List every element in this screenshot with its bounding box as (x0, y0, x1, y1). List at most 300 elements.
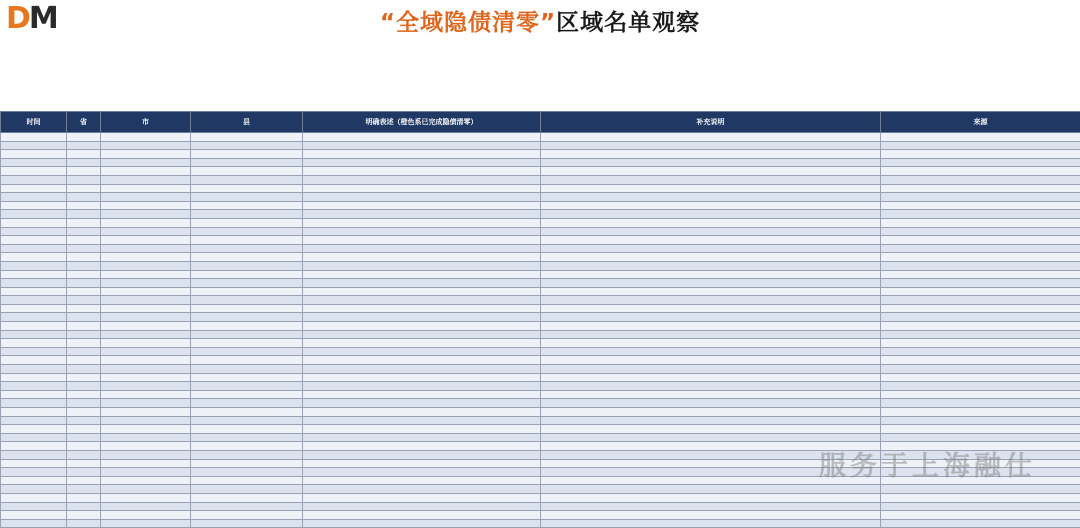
cell-city (101, 193, 191, 202)
cell-source (881, 184, 1080, 193)
cell-county (191, 382, 303, 391)
table-row (1, 339, 1080, 348)
cell-source (881, 158, 1080, 167)
cell-statement (303, 442, 541, 451)
cell-date (1, 416, 67, 425)
cell-province (67, 150, 101, 159)
table-row (1, 519, 1080, 528)
table-row (1, 304, 1080, 313)
cell-statement (303, 141, 541, 150)
cell-source (881, 347, 1080, 356)
cell-province (67, 167, 101, 176)
cell-county (191, 450, 303, 459)
cell-source (881, 313, 1080, 322)
cell-city (101, 227, 191, 236)
cell-province (67, 450, 101, 459)
cell-source (881, 193, 1080, 202)
cell-note (541, 210, 881, 219)
cell-county (191, 261, 303, 270)
table-row (1, 227, 1080, 236)
cell-statement (303, 502, 541, 511)
logo-letter-m: M (29, 4, 57, 34)
cell-county (191, 502, 303, 511)
table-row (1, 425, 1080, 434)
cell-statement (303, 261, 541, 270)
cell-city (101, 175, 191, 184)
cell-statement (303, 270, 541, 279)
cell-county (191, 227, 303, 236)
cell-note (541, 330, 881, 339)
cell-date (1, 347, 67, 356)
cell-note (541, 425, 881, 434)
cell-province (67, 304, 101, 313)
table-row (1, 167, 1080, 176)
cell-province (67, 408, 101, 417)
cell-statement (303, 468, 541, 477)
cell-statement (303, 433, 541, 442)
cell-county (191, 373, 303, 382)
cell-city (101, 236, 191, 245)
cell-city (101, 433, 191, 442)
cell-province (67, 459, 101, 468)
cell-source (881, 150, 1080, 159)
cell-statement (303, 244, 541, 253)
cell-city (101, 356, 191, 365)
cell-statement (303, 511, 541, 520)
cell-source (881, 287, 1080, 296)
cell-statement (303, 150, 541, 159)
cell-city (101, 330, 191, 339)
cell-statement (303, 158, 541, 167)
table-row (1, 365, 1080, 374)
cell-note (541, 270, 881, 279)
cell-county (191, 218, 303, 227)
table-row (1, 150, 1080, 159)
table-row (1, 416, 1080, 425)
cell-date (1, 279, 67, 288)
cell-city (101, 184, 191, 193)
cell-province (67, 511, 101, 520)
page-title (380, 4, 700, 37)
cell-county (191, 270, 303, 279)
cell-note (541, 167, 881, 176)
cell-province (67, 322, 101, 331)
cell-statement (303, 304, 541, 313)
cell-city (101, 442, 191, 451)
cell-date (1, 476, 67, 485)
cell-city (101, 244, 191, 253)
table-row (1, 322, 1080, 331)
logo-letter-d: D (6, 4, 29, 34)
cell-date (1, 425, 67, 434)
cell-note (541, 356, 881, 365)
cell-city (101, 167, 191, 176)
cell-note (541, 519, 881, 528)
cell-province (67, 218, 101, 227)
cell-date (1, 158, 67, 167)
cell-date (1, 218, 67, 227)
table-row (1, 184, 1080, 193)
cell-source (881, 356, 1080, 365)
cell-city (101, 304, 191, 313)
table-row (1, 433, 1080, 442)
cell-province (67, 330, 101, 339)
cell-city (101, 390, 191, 399)
cell-note (541, 322, 881, 331)
cell-source (881, 236, 1080, 245)
col-header-note: 补充说明 (541, 112, 881, 133)
page-title-quoted: “全域隐债清零” (380, 10, 556, 36)
table-row (1, 141, 1080, 150)
cell-source (881, 425, 1080, 434)
cell-statement (303, 322, 541, 331)
cell-note (541, 201, 881, 210)
cell-source (881, 390, 1080, 399)
table-row (1, 261, 1080, 270)
cell-source (881, 218, 1080, 227)
table-row (1, 193, 1080, 202)
cell-note (541, 390, 881, 399)
cell-city (101, 201, 191, 210)
cell-source (881, 244, 1080, 253)
table-row (1, 201, 1080, 210)
cell-statement (303, 193, 541, 202)
table-row (1, 502, 1080, 511)
cell-city (101, 261, 191, 270)
cell-city (101, 279, 191, 288)
cell-province (67, 502, 101, 511)
cell-date (1, 519, 67, 528)
table-row (1, 356, 1080, 365)
cell-province (67, 253, 101, 262)
cell-note (541, 244, 881, 253)
cell-source (881, 408, 1080, 417)
cell-note (541, 433, 881, 442)
cell-date (1, 141, 67, 150)
cell-city (101, 502, 191, 511)
cell-county (191, 322, 303, 331)
cell-county (191, 210, 303, 219)
cell-city (101, 408, 191, 417)
cell-county (191, 433, 303, 442)
col-header-province: 省 (67, 112, 101, 133)
cell-source (881, 133, 1080, 142)
cell-province (67, 184, 101, 193)
col-header-date: 时间 (1, 112, 67, 133)
cell-statement (303, 253, 541, 262)
cell-note (541, 133, 881, 142)
cell-statement (303, 476, 541, 485)
cell-date (1, 244, 67, 253)
cell-province (67, 468, 101, 477)
table-row (1, 313, 1080, 322)
cell-source (881, 201, 1080, 210)
cell-date (1, 133, 67, 142)
table-row (1, 175, 1080, 184)
table-row (1, 158, 1080, 167)
cell-county (191, 244, 303, 253)
cell-province (67, 416, 101, 425)
watermark: 服务于上海融仕 (819, 444, 1036, 483)
cell-source (881, 511, 1080, 520)
cell-date (1, 442, 67, 451)
cell-statement (303, 399, 541, 408)
cell-note (541, 416, 881, 425)
cell-note (541, 253, 881, 262)
cell-note (541, 339, 881, 348)
cell-county (191, 167, 303, 176)
table-row (1, 287, 1080, 296)
cell-note (541, 347, 881, 356)
col-header-source: 来源 (881, 112, 1080, 133)
cell-source (881, 167, 1080, 176)
cell-source (881, 322, 1080, 331)
cell-city (101, 158, 191, 167)
cell-date (1, 382, 67, 391)
cell-province (67, 347, 101, 356)
cell-county (191, 442, 303, 451)
cell-province (67, 365, 101, 374)
cell-county (191, 158, 303, 167)
table-row (1, 296, 1080, 305)
cell-province (67, 133, 101, 142)
cell-city (101, 141, 191, 150)
table-row (1, 511, 1080, 520)
cell-statement (303, 287, 541, 296)
cell-county (191, 201, 303, 210)
cell-province (67, 425, 101, 434)
table-header-row (1, 112, 1080, 133)
cell-county (191, 133, 303, 142)
cell-province (67, 296, 101, 305)
cell-city (101, 150, 191, 159)
cell-city (101, 476, 191, 485)
table-row (1, 253, 1080, 262)
cell-statement (303, 313, 541, 322)
cell-province (67, 244, 101, 253)
cell-source (881, 141, 1080, 150)
cell-date (1, 330, 67, 339)
cell-county (191, 468, 303, 477)
cell-statement (303, 210, 541, 219)
cell-note (541, 304, 881, 313)
cell-source (881, 304, 1080, 313)
cell-county (191, 279, 303, 288)
cell-county (191, 296, 303, 305)
page-title-rest: 区域名单观察 (556, 10, 700, 36)
cell-statement (303, 218, 541, 227)
cell-date (1, 270, 67, 279)
cell-date (1, 253, 67, 262)
cell-date (1, 287, 67, 296)
cell-statement (303, 347, 541, 356)
cell-statement (303, 330, 541, 339)
cell-province (67, 433, 101, 442)
cell-date (1, 236, 67, 245)
cell-province (67, 141, 101, 150)
cell-date (1, 459, 67, 468)
cell-source (881, 279, 1080, 288)
cell-note (541, 158, 881, 167)
cell-city (101, 425, 191, 434)
cell-note (541, 141, 881, 150)
cell-county (191, 313, 303, 322)
cell-date (1, 150, 67, 159)
cell-county (191, 347, 303, 356)
cell-province (67, 373, 101, 382)
cell-city (101, 322, 191, 331)
cell-date (1, 184, 67, 193)
cell-note (541, 511, 881, 520)
cell-date (1, 511, 67, 520)
cell-city (101, 450, 191, 459)
cell-source (881, 339, 1080, 348)
table-row (1, 244, 1080, 253)
cell-county (191, 459, 303, 468)
table-row (1, 270, 1080, 279)
cell-city (101, 133, 191, 142)
cell-date (1, 502, 67, 511)
cell-county (191, 339, 303, 348)
cell-source (881, 227, 1080, 236)
cell-date (1, 450, 67, 459)
table-row (1, 210, 1080, 219)
cell-note (541, 365, 881, 374)
cell-note (541, 313, 881, 322)
cell-county (191, 287, 303, 296)
cell-source (881, 519, 1080, 528)
cell-province (67, 175, 101, 184)
cell-date (1, 175, 67, 184)
cell-county (191, 399, 303, 408)
cell-source (881, 373, 1080, 382)
cell-date (1, 201, 67, 210)
cell-city (101, 519, 191, 528)
cell-statement (303, 167, 541, 176)
page-header (0, 0, 1080, 40)
cell-city (101, 253, 191, 262)
cell-province (67, 476, 101, 485)
cell-date (1, 373, 67, 382)
cell-source (881, 399, 1080, 408)
cell-city (101, 313, 191, 322)
cell-date (1, 261, 67, 270)
cell-province (67, 236, 101, 245)
cell-statement (303, 201, 541, 210)
cell-note (541, 502, 881, 511)
cell-note (541, 193, 881, 202)
cell-date (1, 167, 67, 176)
cell-source (881, 296, 1080, 305)
cell-province (67, 227, 101, 236)
cell-province (67, 382, 101, 391)
cell-date (1, 390, 67, 399)
cell-note (541, 408, 881, 417)
cell-county (191, 184, 303, 193)
cell-statement (303, 184, 541, 193)
cell-statement (303, 373, 541, 382)
cell-note (541, 184, 881, 193)
cell-source (881, 382, 1080, 391)
cell-province (67, 270, 101, 279)
cell-province (67, 356, 101, 365)
cell-source (881, 253, 1080, 262)
cell-county (191, 519, 303, 528)
cell-county (191, 476, 303, 485)
table-row (1, 133, 1080, 142)
table-row (1, 390, 1080, 399)
cell-province (67, 390, 101, 399)
cell-city (101, 339, 191, 348)
cell-statement (303, 356, 541, 365)
table-row (1, 347, 1080, 356)
cell-date (1, 296, 67, 305)
cell-source (881, 261, 1080, 270)
cell-date (1, 313, 67, 322)
cell-province (67, 399, 101, 408)
cell-date (1, 304, 67, 313)
cell-city (101, 416, 191, 425)
cell-county (191, 330, 303, 339)
cell-province (67, 339, 101, 348)
cell-county (191, 390, 303, 399)
cell-note (541, 236, 881, 245)
cell-province (67, 261, 101, 270)
cell-date (1, 399, 67, 408)
cell-city (101, 347, 191, 356)
footer-note (0, 492, 1080, 502)
cell-city (101, 296, 191, 305)
cell-source (881, 502, 1080, 511)
dm-logo (6, 2, 62, 36)
table-row (1, 408, 1080, 417)
cell-county (191, 150, 303, 159)
cell-date (1, 433, 67, 442)
cell-province (67, 158, 101, 167)
cell-date (1, 408, 67, 417)
cell-date (1, 365, 67, 374)
cell-province (67, 193, 101, 202)
cell-source (881, 330, 1080, 339)
cell-province (67, 210, 101, 219)
cell-note (541, 261, 881, 270)
cell-city (101, 218, 191, 227)
cell-county (191, 253, 303, 262)
cell-province (67, 201, 101, 210)
cell-city (101, 468, 191, 477)
cell-county (191, 365, 303, 374)
cell-statement (303, 133, 541, 142)
table-row (1, 279, 1080, 288)
cell-county (191, 304, 303, 313)
cell-statement (303, 425, 541, 434)
cell-note (541, 150, 881, 159)
cell-statement (303, 459, 541, 468)
cell-county (191, 356, 303, 365)
cell-note (541, 373, 881, 382)
cell-city (101, 270, 191, 279)
cell-statement (303, 339, 541, 348)
cell-statement (303, 175, 541, 184)
cell-city (101, 287, 191, 296)
cell-statement (303, 416, 541, 425)
cell-source (881, 416, 1080, 425)
cell-source (881, 175, 1080, 184)
cell-county (191, 236, 303, 245)
table-row (1, 399, 1080, 408)
cell-statement (303, 382, 541, 391)
cell-date (1, 468, 67, 477)
